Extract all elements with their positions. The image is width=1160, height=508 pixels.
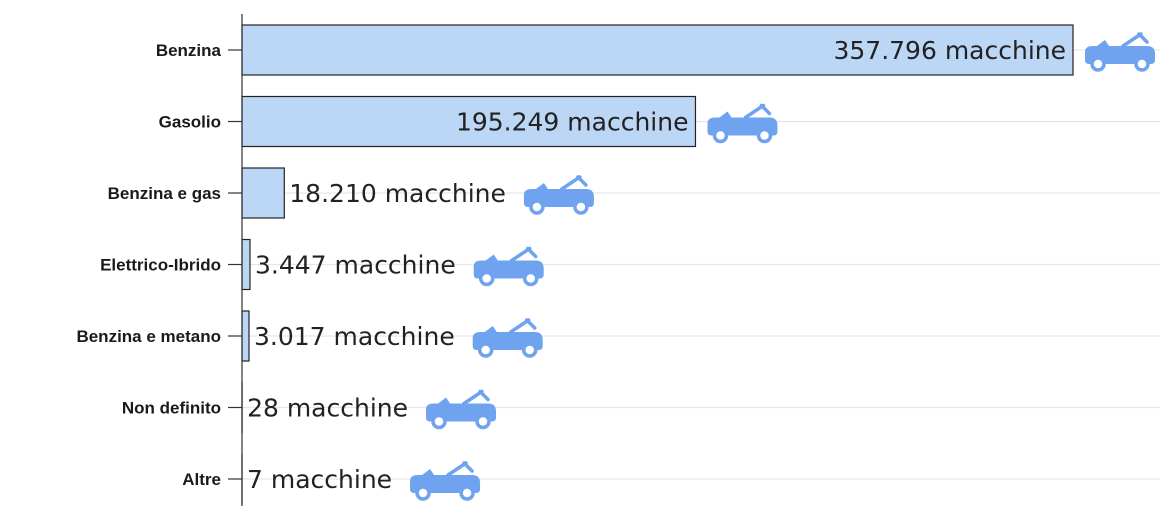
value-label: 7 macchine: [247, 465, 393, 494]
value-label: 3.017 macchine: [254, 322, 455, 351]
category-label: Non definito: [121, 398, 221, 418]
car-icon: [474, 249, 544, 285]
value-label: 18.210 macchine: [289, 179, 506, 208]
car-icon: [524, 177, 594, 213]
category-label: Elettrico-Ibrido: [100, 255, 221, 275]
value-label: 195.249 macchine: [455, 107, 689, 137]
value-label: 3.447 macchine: [255, 250, 456, 280]
category-label: Benzina e metano: [76, 327, 221, 346]
car-icon: [473, 320, 543, 356]
value-label: 357.796 macchine: [833, 36, 1066, 65]
car-icon: [707, 106, 777, 142]
car-icon: [1085, 34, 1155, 70]
bar: [242, 240, 250, 290]
category-label: Gasolio: [158, 112, 221, 132]
bar: [242, 168, 284, 218]
value-label: 28 macchine: [247, 393, 409, 423]
category-label: Benzina: [155, 41, 221, 60]
category-labels: [76, 41, 221, 489]
category-label: Benzina e gas: [107, 184, 221, 203]
y-axis-ticks: [228, 50, 242, 479]
car-icon: [426, 392, 496, 428]
category-label: Altre: [182, 470, 221, 489]
car-icon: [410, 463, 480, 499]
bar: [242, 311, 249, 361]
